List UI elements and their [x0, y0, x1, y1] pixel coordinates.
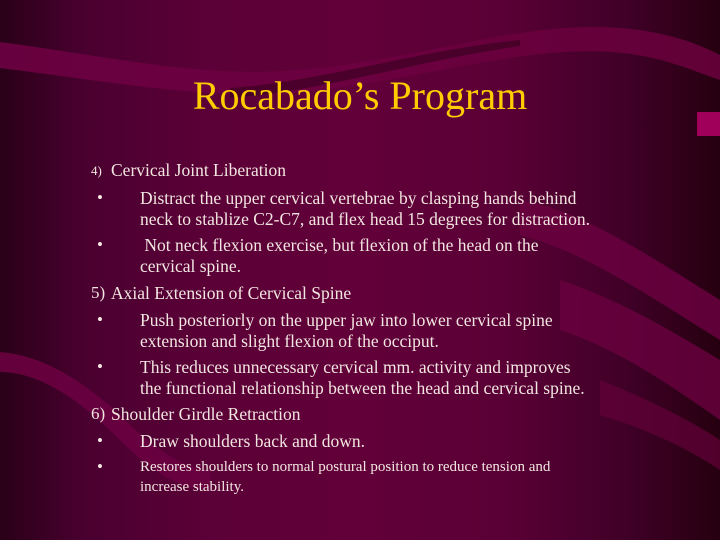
slide-title: Rocabado’s Program — [192, 73, 528, 118]
section-number: 6) — [91, 404, 106, 423]
bullet-text: the functional relationship between the head and cervical spine. — [140, 378, 585, 398]
bullet-glyph: • — [97, 235, 103, 254]
bullet-text: neck to stablize C2-C7, and flex head 15 degrees for distraction. — [140, 209, 590, 229]
bullet-glyph: • — [97, 188, 103, 207]
bullet-glyph: • — [97, 431, 103, 450]
bullet-text: Restores shoulders to normal postural position to reduce tension and — [140, 459, 551, 475]
section-heading: Axial Extension of Cervical Spine — [111, 283, 352, 303]
bullet-text: Not neck flexion exercise, but flexion of the head on the — [140, 235, 539, 255]
section-heading: Cervical Joint Liberation — [111, 160, 286, 180]
bullet-text: extension and slight flexion of the occiput. — [140, 331, 439, 351]
bullet-text: This reduces unnecessary cervical mm. activity and improves — [140, 357, 571, 377]
bullet-text: Distract the upper cervical vertebrae by clasping hands behind — [140, 188, 577, 208]
bullet-glyph: • — [97, 310, 103, 329]
section-heading: Shoulder Girdle Retraction — [111, 404, 301, 424]
bullet-glyph: • — [97, 357, 103, 376]
bullet-text: Push posteriorly on the upper jaw into lower cervical spine — [140, 310, 553, 330]
bullet-text: cervical spine. — [140, 256, 242, 276]
section-number: 5) — [91, 283, 106, 302]
bullet-text: increase stability. — [140, 479, 244, 495]
bullet-glyph: • — [97, 457, 103, 476]
section-number: 4) — [91, 163, 102, 178]
bullet-text: Draw shoulders back and down. — [140, 431, 366, 451]
